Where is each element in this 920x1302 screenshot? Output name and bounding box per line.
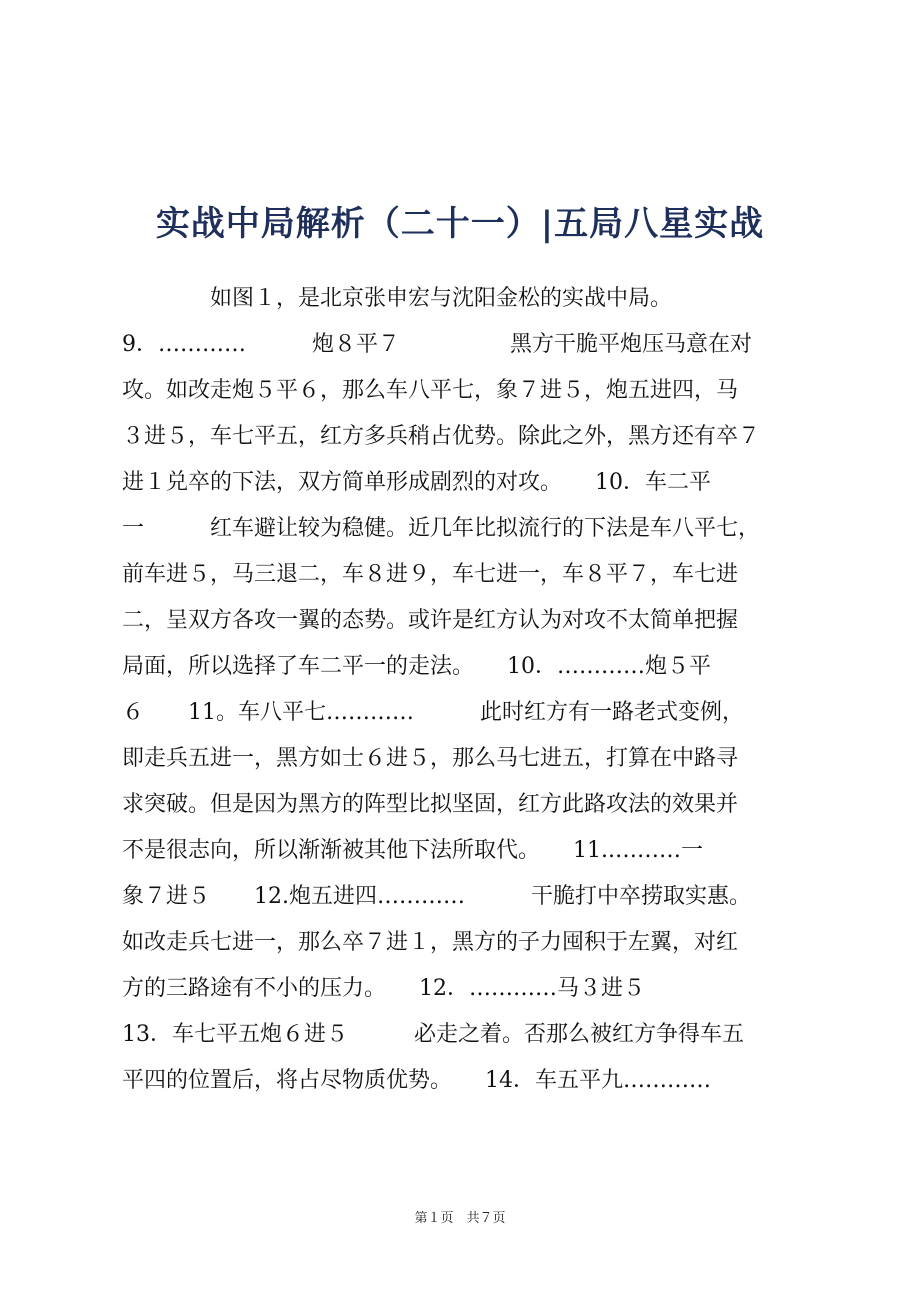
text-line: 如图１，是北京张申宏与沈阳金松的实战中局。 [122,286,673,311]
text-line: 方的三路途有不小的压力。 12．…………马３进５ [122,976,645,1001]
text-line: 局面，所以选择了车二平一的走法。 10．…………炮５平 [122,654,711,679]
text-line: 求突破。但是因为黑方的阵型比拟坚固，红方此路攻法的效果并 [122,792,739,817]
text-line: 平四的位置后，将占尽物质优势。 14．车五平九………… [122,1068,711,1093]
text-line: 攻。如改走炮５平６，那么车八平七，象７进５，炮五进四，马 [122,378,739,403]
document-body [122,276,812,1104]
text-line: 9．………… 炮８平７ 黑方干脆平炮压马意在对 [122,332,752,357]
text-line: 二，呈双方各攻一翼的态势。或许是红方认为对攻不太简单把握 [122,608,739,633]
text-line: 如改走兵七进一，那么卒７进１，黑方的子力囤积于左翼，对红 [122,930,739,955]
text-line: 一 红车避让较为稳健。近几年比拟流行的下法是车八平七， [122,516,761,541]
text-line: 前车进５，马三退二，车８进９，车七进一，车８平７，车七进 [122,562,739,587]
text-line: 象７进５ 12.炮五进四………… 干脆打中卒捞取实惠。 [122,884,751,909]
text-line: 不是很志向，所以渐渐被其他下法所取代。 11..………一 [122,838,703,863]
text-line: ６ 11。车八平七………… 此时红方有一路老式变例， [122,700,744,725]
text-line: 13．车七平五炮６进５ 必走之着。否那么被红方争得车五 [122,1022,744,1047]
text-line: 即走兵五进一，黑方如士６进５，那么马七进五，打算在中路寻 [122,746,739,771]
page-footer: 第１页 共７页 [414,1211,506,1226]
page-title: 实战中局解析（二十一）|五局八星实战 [155,204,765,244]
text-line: 进１兑卒的下法，双方简单形成剧烈的对攻。 10．车二平 [122,470,711,495]
text-line: ３进５，车七平五，红方多兵稍占优势。除此之外，黑方还有卒７ [122,424,761,449]
